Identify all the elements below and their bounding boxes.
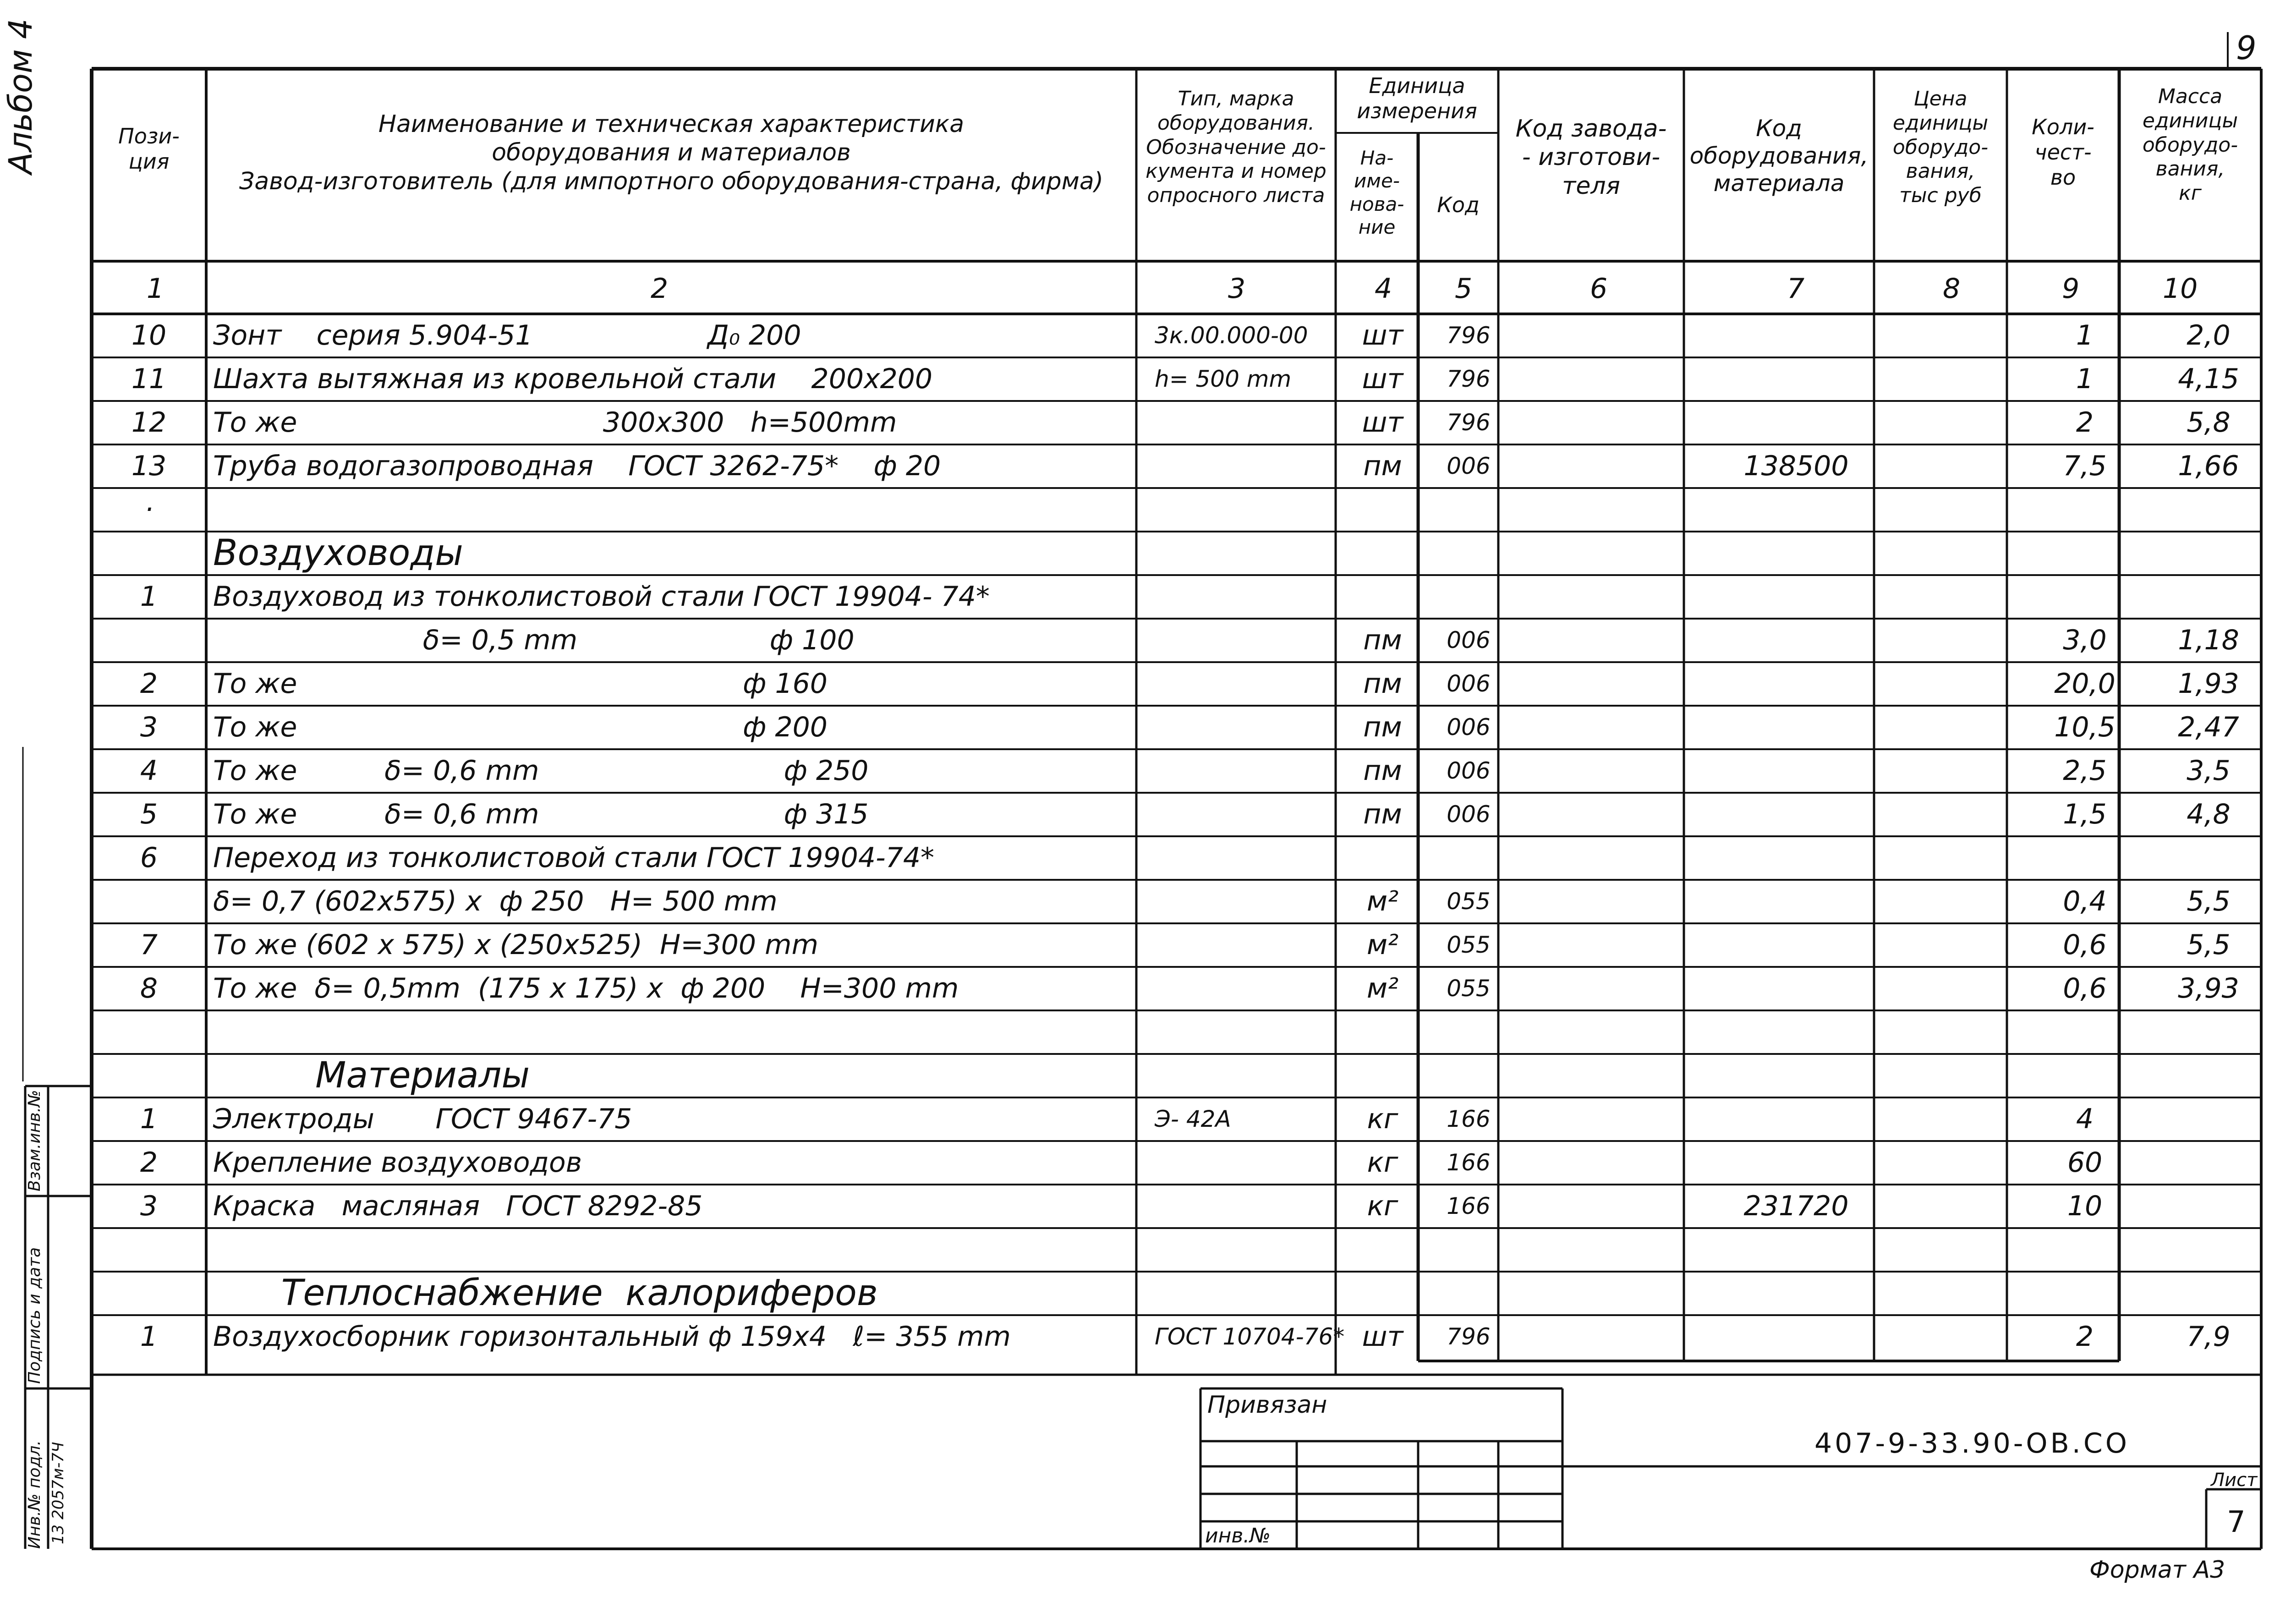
row-unit: шт — [1362, 1321, 1403, 1353]
row-mass: 4,15 — [2178, 363, 2239, 395]
row-unit: кг — [1367, 1103, 1398, 1135]
table-row — [92, 1272, 2255, 1315]
row-unit-code: 006 — [1447, 801, 1491, 828]
row-name: То же (602 х 575) х (250х525) H=300 mm — [213, 929, 819, 961]
row-unit-code: 006 — [1447, 670, 1491, 697]
row-mass: 2,47 — [2178, 711, 2239, 743]
row-unit: пм — [1363, 798, 1402, 830]
row-unit-code — [1427, 488, 1510, 531]
row-name: Воздуховод из тонколистовой стали ГОСТ 19904- 74* — [213, 581, 990, 613]
row-unit-code: 006 — [1447, 714, 1491, 741]
row-quantity: 1 — [2076, 319, 2094, 351]
table-row — [92, 706, 2255, 749]
row-unit-code — [1427, 1228, 1510, 1271]
row-name: Переход из тонколистовой стали ГОСТ 19904-74* — [213, 842, 935, 874]
table-row — [92, 880, 2255, 923]
row-position: 12 — [131, 406, 167, 439]
row-quantity — [2016, 1054, 2154, 1097]
row-unit-code — [1427, 532, 1510, 575]
row-unit-code — [1427, 575, 1510, 618]
row-equipment-code — [1723, 619, 1869, 662]
row-unit — [1338, 532, 1427, 575]
row-equipment-code — [1723, 1141, 1869, 1184]
row-name — [213, 1228, 1221, 1271]
row-position: 1 — [140, 1103, 158, 1135]
row-name: То же δ= 0,5mm (175 х 175) х ф 200 H=300 mm — [213, 972, 959, 1004]
row-name: Воздуховоды — [213, 532, 463, 574]
table-row — [92, 1141, 2255, 1184]
row-quantity: 10,5 — [2054, 711, 2116, 743]
table-row — [92, 967, 2255, 1010]
side-vzam-inv: Взам.инв.№ — [25, 1090, 44, 1191]
row-mass: 5,5 — [2187, 885, 2231, 917]
row-unit-code: 006 — [1447, 627, 1491, 653]
row-unit: кг — [1367, 1147, 1398, 1179]
row-name: Зонт серия 5.904-51 Д₀ 200 — [213, 319, 801, 351]
row-unit: м² — [1366, 972, 1399, 1004]
row-unit-code: 796 — [1447, 409, 1491, 436]
colnum-1: 1 — [147, 273, 164, 305]
row-unit-code: 166 — [1447, 1149, 1491, 1176]
row-position — [92, 619, 206, 662]
row-mass — [2140, 575, 2277, 618]
row-position: 10 — [131, 319, 167, 351]
table-row — [92, 488, 2255, 531]
row-mass — [2140, 1054, 2277, 1097]
row-position — [92, 532, 206, 575]
table-row — [92, 836, 2255, 879]
stamp-privyazan: Привязан — [1207, 1391, 1327, 1419]
row-type: Э- 42А — [1155, 1106, 1231, 1132]
doc-code: 407-9-33.90-ОВ.СО — [1814, 1427, 2130, 1459]
row-quantity: 2 — [2076, 406, 2094, 439]
row-mass: 3,93 — [2178, 972, 2239, 1004]
colnum-4: 4 — [1375, 273, 1392, 305]
row-unit: пм — [1363, 450, 1402, 482]
sheet-label: Лист — [2211, 1470, 2258, 1491]
header-col1: Пози- ция — [118, 124, 180, 174]
row-name: То же ф 200 — [213, 711, 828, 743]
row-name: То же δ= 0,6 mm ф 315 — [213, 798, 869, 830]
table-row — [92, 444, 2255, 488]
row-equipment-code — [1723, 793, 1869, 836]
row-mass — [2140, 1185, 2277, 1228]
row-position: 3 — [140, 1190, 158, 1222]
row-mass — [2140, 836, 2277, 879]
header-col8: Цена единицы оборудо- вания, тыс руб — [1892, 87, 1989, 208]
row-unit-code: 796 — [1447, 366, 1491, 392]
row-quantity: 4 — [2076, 1103, 2094, 1135]
row-unit-code — [1427, 1054, 1510, 1097]
row-equipment-code — [1723, 1010, 1869, 1053]
row-mass — [2140, 1228, 2277, 1271]
row-name: δ= 0,7 (602х575) х ф 250 H= 500 mm — [213, 885, 778, 917]
row-equipment-code — [1723, 357, 1869, 401]
row-quantity: 7,5 — [2063, 450, 2107, 482]
table-row — [92, 401, 2255, 444]
row-position: 1 — [140, 581, 158, 613]
row-equipment-code — [1723, 880, 1869, 923]
row-unit-code: 166 — [1447, 1106, 1491, 1132]
header-col5: Код — [1437, 192, 1480, 217]
table-row — [92, 923, 2255, 966]
row-mass: 5,8 — [2187, 406, 2231, 439]
row-name: Теплоснабжение калориферов — [213, 1273, 878, 1314]
row-position — [92, 1228, 206, 1271]
row-name — [213, 1010, 1221, 1053]
row-name: Материалы — [213, 1055, 530, 1096]
row-unit — [1338, 836, 1427, 879]
row-unit — [1338, 488, 1427, 531]
row-type: 3к.00.000-00 — [1155, 322, 1308, 349]
row-quantity: 10 — [2067, 1190, 2103, 1222]
row-name: δ= 0,5 mm ф 100 — [213, 624, 855, 656]
colnum-2: 2 — [651, 273, 669, 305]
row-quantity: 1,5 — [2063, 798, 2107, 830]
row-mass — [2140, 1097, 2277, 1141]
row-equipment-code — [1723, 967, 1869, 1010]
table-row — [92, 532, 2255, 575]
table-row — [92, 357, 2255, 401]
row-unit-code: 006 — [1447, 453, 1491, 479]
row-unit: м² — [1366, 929, 1399, 961]
row-mass — [2140, 488, 2277, 531]
row-name: Крепление воздуховодов — [213, 1147, 582, 1179]
table-row — [92, 1097, 2255, 1141]
row-unit: пм — [1363, 668, 1402, 700]
row-type: ГОСТ 10704-76* — [1155, 1323, 1345, 1350]
row-name: Шахта вытяжная из кровельной стали 200х200 — [213, 363, 933, 395]
row-position: 6 — [140, 842, 158, 874]
row-equipment-code — [1723, 488, 1869, 531]
table-row — [92, 1054, 2255, 1097]
row-position: 8 — [140, 972, 158, 1004]
row-mass — [2140, 1272, 2277, 1315]
side-inv-podl: Инв.№ подл. — [25, 1440, 44, 1549]
table-row — [92, 575, 2255, 618]
column-numbers-row — [92, 266, 2261, 312]
header-col3: Тип, марка оборудования. Обозначение до- кумента и номер опросного листа — [1146, 87, 1326, 208]
row-quantity: 0,6 — [2063, 929, 2107, 961]
row-equipment-code — [1723, 532, 1869, 575]
row-quantity: 2,5 — [2063, 755, 2107, 787]
row-position: 1 — [140, 1321, 158, 1353]
row-quantity: 1 — [2076, 363, 2094, 395]
row-unit: пм — [1363, 755, 1402, 787]
row-name: Электроды ГОСТ 9467-75 — [213, 1103, 632, 1135]
row-equipment-code — [1723, 923, 1869, 966]
header-col4: На- име- нова- ние — [1349, 147, 1404, 239]
row-mass — [2140, 532, 2277, 575]
row-quantity: 0,4 — [2063, 885, 2107, 917]
row-quantity — [2016, 1272, 2154, 1315]
header-col9: Коли- чест- во — [2032, 115, 2094, 190]
row-name: То же ф 160 — [213, 668, 828, 700]
row-unit — [1338, 1228, 1427, 1271]
row-position: 2 — [140, 1147, 158, 1179]
row-unit: шт — [1362, 363, 1403, 395]
header-col10: Масса единицы оборудо- вания, кг — [2142, 85, 2238, 205]
row-equipment-code — [1723, 1054, 1869, 1097]
colnum-8: 8 — [1943, 273, 1961, 305]
row-unit-code: 796 — [1447, 1323, 1491, 1350]
row-position: · — [144, 494, 153, 526]
row-unit: шт — [1362, 406, 1403, 439]
row-position: 3 — [140, 711, 158, 743]
header-units-group: Единица измерения — [1357, 73, 1477, 124]
row-quantity — [2016, 1228, 2154, 1271]
row-equipment-code: 231720 — [1743, 1190, 1849, 1222]
table-row — [92, 619, 2255, 662]
row-unit-code — [1427, 1010, 1510, 1053]
format-label: Формат А3 — [2089, 1556, 2225, 1584]
colnum-3: 3 — [1228, 273, 1246, 305]
row-quantity: 2 — [2076, 1321, 2094, 1353]
row-equipment-code: 138500 — [1743, 450, 1849, 482]
row-unit — [1338, 1272, 1427, 1315]
row-position: 7 — [140, 929, 158, 961]
colnum-9: 9 — [2062, 273, 2080, 305]
table-row — [92, 1228, 2255, 1271]
row-equipment-code — [1723, 1228, 1869, 1271]
row-unit-code: 055 — [1447, 975, 1491, 1002]
row-position: 2 — [140, 668, 158, 700]
table-row — [92, 1185, 2255, 1228]
row-unit-code: 166 — [1447, 1193, 1491, 1219]
row-mass — [2140, 1010, 2277, 1053]
header-col7: Код оборудования, материала — [1689, 115, 1869, 197]
row-quantity — [2016, 575, 2154, 618]
colnum-10: 10 — [2163, 273, 2198, 305]
row-equipment-code — [1723, 706, 1869, 749]
row-position — [92, 1010, 206, 1053]
row-unit — [1338, 1010, 1427, 1053]
row-unit — [1338, 575, 1427, 618]
row-unit: кг — [1367, 1190, 1398, 1222]
row-equipment-code — [1723, 1315, 1869, 1358]
row-quantity — [2016, 488, 2154, 531]
colnum-6: 6 — [1590, 273, 1608, 305]
row-quantity: 20,0 — [2054, 668, 2116, 700]
row-mass: 3,5 — [2187, 755, 2231, 787]
row-name: Краска масляная ГОСТ 8292-85 — [213, 1190, 703, 1222]
row-name: Труба водогазопроводная ГОСТ 3262-75* ф 20 — [213, 450, 941, 482]
row-unit: пм — [1363, 624, 1402, 656]
table-row — [92, 793, 2255, 836]
sheet-number: 7 — [2227, 1505, 2246, 1539]
row-name: Воздухосборник горизонтальный ф 159х4 ℓ= 355 mm — [213, 1321, 1011, 1353]
table-row — [92, 662, 2255, 705]
row-mass: 2,0 — [2187, 319, 2231, 351]
row-equipment-code — [1723, 1272, 1869, 1315]
row-unit-code: 796 — [1447, 322, 1491, 349]
row-position — [92, 880, 206, 923]
row-mass: 4,8 — [2187, 798, 2231, 830]
row-equipment-code — [1723, 836, 1869, 879]
row-unit-code: 055 — [1447, 888, 1491, 915]
row-mass: 7,9 — [2187, 1321, 2231, 1353]
row-quantity: 3,0 — [2063, 624, 2107, 656]
row-equipment-code — [1723, 401, 1869, 444]
row-unit — [1338, 1054, 1427, 1097]
row-unit: пм — [1363, 711, 1402, 743]
row-equipment-code — [1723, 662, 1869, 705]
row-quantity — [2016, 1010, 2154, 1053]
row-mass: 1,18 — [2178, 624, 2239, 656]
colnum-5: 5 — [1455, 273, 1473, 305]
row-position: 5 — [140, 798, 158, 830]
header-col6: Код завода- - изготови- теля — [1515, 115, 1667, 200]
row-equipment-code — [1723, 314, 1869, 357]
row-position: 13 — [131, 450, 167, 482]
stamp-inv-no: инв.№ — [1205, 1524, 1271, 1547]
row-unit-code — [1427, 836, 1510, 879]
row-mass: 5,5 — [2187, 929, 2231, 961]
side-podpis-data: Подпись и дата — [25, 1247, 44, 1384]
row-equipment-code — [1723, 749, 1869, 792]
row-name: То же δ= 0,6 mm ф 250 — [213, 755, 869, 787]
row-unit: шт — [1362, 319, 1403, 351]
row-position — [92, 1272, 206, 1315]
row-mass: 1,66 — [2178, 450, 2239, 482]
row-quantity: 60 — [2067, 1147, 2103, 1179]
row-mass: 1,93 — [2178, 668, 2239, 700]
row-name — [213, 488, 1221, 531]
row-quantity: 0,6 — [2063, 972, 2107, 1004]
row-position: 4 — [140, 755, 158, 787]
side-inv-value: 13 2057м-7Ч — [49, 1442, 67, 1544]
row-name: То же 300х300 h=500mm — [213, 406, 897, 439]
row-equipment-code — [1723, 575, 1869, 618]
row-equipment-code — [1723, 1097, 1869, 1141]
row-type: h= 500 mm — [1155, 366, 1292, 392]
album-label: Альбом 4 — [2, 18, 39, 174]
row-unit-code: 006 — [1447, 757, 1491, 784]
row-quantity — [2016, 836, 2154, 879]
row-position — [92, 1054, 206, 1097]
table-row — [92, 314, 2255, 357]
header-col2: Наименование и техническая характеристика оборудования и материалов Завод-изготовитель (для импортного оборудования-страна, фирма) — [239, 110, 1103, 195]
table-row — [92, 1010, 2255, 1053]
row-unit-code — [1427, 1272, 1510, 1315]
table-row — [92, 749, 2255, 792]
row-mass — [2140, 1141, 2277, 1184]
row-quantity — [2016, 532, 2154, 575]
colnum-7: 7 — [1787, 273, 1805, 305]
table-row — [92, 1315, 2255, 1358]
row-position: 11 — [131, 363, 167, 395]
row-unit-code: 055 — [1447, 932, 1491, 958]
row-unit: м² — [1366, 885, 1399, 917]
page-number: 9 — [2236, 29, 2257, 67]
